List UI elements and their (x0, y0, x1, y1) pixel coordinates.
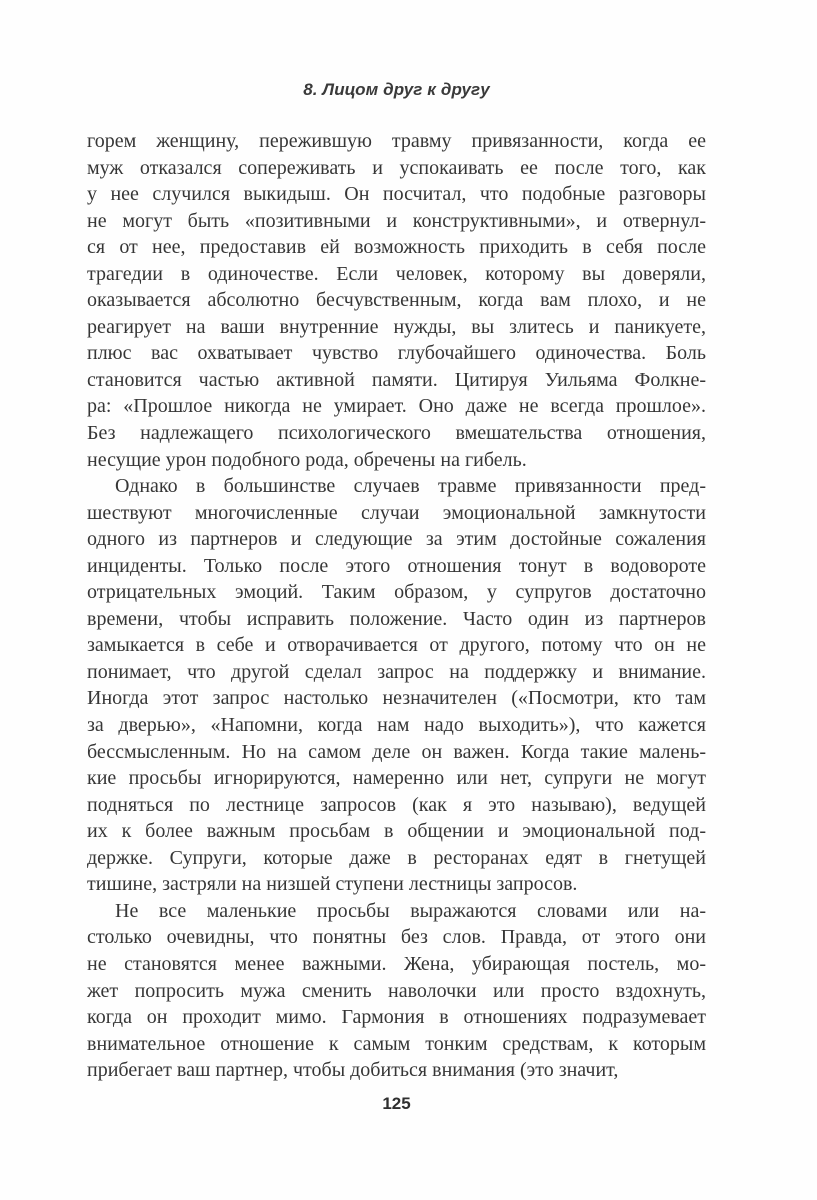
text-line: столько очевидны, что понятны без слов. Правда, от этого они (87, 926, 706, 949)
text-line: замыкается в себе и отворачивается от другого, потому что он не (87, 634, 706, 657)
paragraph (87, 898, 706, 1084)
text-line: инциденты. Только после этого отношения тонут в водовороте (87, 554, 706, 577)
text-line: за дверью», «Напомни, когда нам надо выходить»), что кажется (87, 714, 706, 737)
paragraph (87, 473, 706, 898)
text-line: отрицательных эмоций. Таким образом, у супругов достаточно (87, 581, 706, 604)
text-line: не могут быть «позитивными и конструктивными», и отвернул- (87, 209, 706, 232)
text-line: Иногда этот запрос настолько незначителен («Посмотри, кто там (87, 687, 706, 710)
text-line: бессмысленным. Но на самом деле он важен. Когда такие малень- (87, 740, 706, 763)
text-line: держке. Супруги, которые даже в ресторанах едят в гнетущей (87, 846, 706, 869)
text-line: понимает, что другой сделал запрос на поддержку и внимание. (87, 660, 706, 683)
text-line: шествуют многочисленные случаи эмоциональной замкнутости (87, 501, 706, 524)
running-header: 8. Лицом друг к другу (303, 80, 490, 99)
text-line: их к более важным просьбам в общении и эмоциональной под- (87, 820, 706, 843)
text-line: подняться по лестнице запросов (как я это называю), ведущей (87, 793, 706, 816)
text-line: трагедии в одиночестве. Если человек, которому вы доверяли, (87, 262, 706, 285)
text-line: времени, чтобы исправить положение. Часто один из партнеров (87, 607, 706, 630)
text-line: жет попросить мужа сменить наволочки или просто вздохнуть, (87, 979, 706, 1002)
paragraph (87, 128, 706, 473)
body-text (87, 128, 706, 1084)
text-line: муж отказался сопереживать и успокаивать ее после того, как (87, 156, 706, 179)
text-line: реагирует на ваши внутренние нужды, вы злитесь и паникуете, (87, 315, 706, 338)
text-line: одного из партнеров и следующие за этим достойные сожаления (87, 528, 706, 551)
text-line: Не все маленькие просьбы выражаются словами или на- (115, 899, 706, 922)
text-line: Однако в большинстве случаев травме привязанности пред- (115, 475, 706, 498)
text-line: у нее случился выкидыш. Он посчитал, что подобные разговоры (87, 183, 706, 206)
text-line: тишине, застряли на низшей ступени лестницы запросов. (87, 873, 578, 896)
text-line: горем женщину, пережившую травму привязанности, когда ее (87, 130, 706, 152)
text-line: несущие урон подобного рода, обречены на гибель. (87, 448, 527, 471)
text-line: когда он проходит мимо. Гармония в отношениях подразумевает (87, 1006, 706, 1029)
text-line: Без надлежащего психологического вмешательства отношения, (87, 422, 706, 445)
text-line: не становятся менее важными. Жена, убирающая постель, мо- (87, 952, 706, 975)
text-line: ся от нее, предоставив ей возможность приходить в себя после (87, 236, 706, 259)
text-line: оказывается абсолютно бесчувственным, когда вам плохо, и не (87, 289, 706, 312)
text-line: ра: «Прошлое никогда не умирает. Оно даже не всегда прошлое». (87, 395, 706, 418)
text-line: внимательное отношение к самым тонким средствам, к которым (87, 1032, 706, 1055)
text-line: становится частью активной памяти. Цитируя Уильяма Фолкне- (87, 368, 706, 391)
text-line: плюс вас охватывает чувство глубочайшего одиночества. Боль (87, 342, 706, 365)
page-number: 125 (382, 1094, 411, 1113)
text-line: прибегает ваш партнер, чтобы добиться внимания (это значит, (87, 1059, 619, 1082)
text-line: кие просьбы игнорируются, намеренно или нет, супруги не могут (87, 767, 706, 790)
